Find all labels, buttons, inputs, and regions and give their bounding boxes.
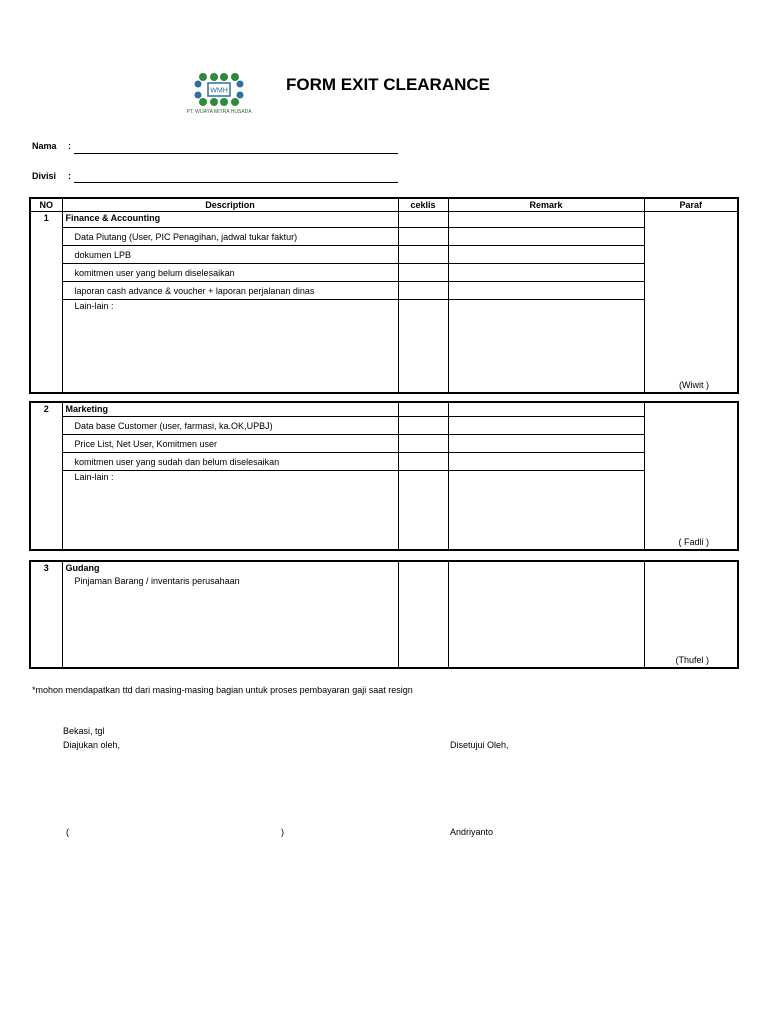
header-description: Description <box>62 198 398 212</box>
section-number: 2 <box>30 402 62 550</box>
ceklis-cell[interactable] <box>398 453 448 471</box>
place-date: Bekasi, tgl <box>63 726 105 736</box>
approved-by-label: Disetujui Oleh, <box>450 740 509 750</box>
item-description: Price List, Net User, Komitmen user <box>62 435 398 453</box>
resign-note: *mohon mendapatkan ttd dari masing-masing bagian untuk proses pembayaran gaji saat resign <box>32 685 413 695</box>
item-description: Lain-lain : <box>62 300 398 394</box>
divisi-label: Divisi <box>32 171 57 181</box>
clearance-table-finance <box>29 197 739 394</box>
remark-cell[interactable] <box>448 228 644 246</box>
approver-name: Andriyanto <box>450 827 494 837</box>
item-description: Lain-lain : <box>62 471 398 551</box>
paraf-cell[interactable] <box>644 561 738 668</box>
remark-cell[interactable] <box>448 561 644 668</box>
item-description: Pinjaman Barang / inventaris perusahaan <box>62 575 398 668</box>
divisi-input-line[interactable] <box>74 182 398 183</box>
paraf-signatory: ( Fadli ) <box>678 537 709 547</box>
nama-input-line[interactable] <box>74 153 398 154</box>
remark-cell[interactable] <box>448 300 644 394</box>
remark-cell[interactable] <box>448 417 644 435</box>
item-description: komitmen user yang belum diselesaikan <box>62 264 398 282</box>
clearance-table-gudang <box>29 560 739 669</box>
header-ceklis: ceklis <box>398 198 448 212</box>
remark-cell[interactable] <box>448 471 644 551</box>
remark-cell[interactable] <box>448 264 644 282</box>
paraf-cell[interactable] <box>644 212 738 394</box>
item-description: komitmen user yang sudah dan belum diselesaikan <box>62 453 398 471</box>
section-name: Gudang <box>62 561 398 575</box>
remark-cell[interactable] <box>448 402 644 417</box>
section-name: Finance & Accounting <box>62 212 398 228</box>
remark-cell[interactable] <box>448 246 644 264</box>
remark-cell[interactable] <box>448 212 644 228</box>
paraf-cell[interactable] <box>644 402 738 550</box>
ceklis-cell[interactable] <box>398 471 448 551</box>
remark-cell[interactable] <box>448 282 644 300</box>
remark-cell[interactable] <box>448 453 644 471</box>
item-description: laporan cash advance & voucher + laporan perjalanan dinas <box>62 282 398 300</box>
signature-close-paren: ) <box>281 827 284 837</box>
header-paraf: Paraf <box>644 198 738 212</box>
logo-monogram: WMH <box>210 87 228 95</box>
section-name: Marketing <box>62 402 398 417</box>
ceklis-cell[interactable] <box>398 282 448 300</box>
ceklis-cell[interactable] <box>398 246 448 264</box>
ceklis-cell[interactable] <box>398 228 448 246</box>
ceklis-cell[interactable] <box>398 402 448 417</box>
section-number: 3 <box>30 561 62 668</box>
nama-label: Nama <box>32 141 57 151</box>
signature-open-paren: ( <box>66 827 69 837</box>
logo-caption: PT. WIJAYA MITRA HUSADA <box>186 109 252 115</box>
remark-cell[interactable] <box>448 435 644 453</box>
ceklis-cell[interactable] <box>398 435 448 453</box>
item-description: dokumen LPB <box>62 246 398 264</box>
section-number: 1 <box>30 212 62 394</box>
item-description: Data Piutang (User, PIC Penagihan, jadwal tukar faktur) <box>62 228 398 246</box>
ceklis-cell[interactable] <box>398 300 448 394</box>
item-description: Data base Customer (user, farmasi, ka.OK,UPBJ) <box>62 417 398 435</box>
form-title: FORM EXIT CLEARANCE <box>286 75 490 94</box>
ceklis-cell[interactable] <box>398 212 448 228</box>
nama-separator: : <box>68 141 71 151</box>
ceklis-cell[interactable] <box>398 264 448 282</box>
header-no: NO <box>30 198 62 212</box>
ceklis-cell[interactable] <box>398 417 448 435</box>
paraf-signatory: (Wiwit ) <box>679 380 709 390</box>
divisi-separator: : <box>68 171 71 181</box>
ceklis-cell[interactable] <box>398 561 448 668</box>
header-remark: Remark <box>448 198 644 212</box>
submitted-by-label: Diajukan oleh, <box>63 740 121 750</box>
paraf-signatory: (Thufel ) <box>675 655 709 665</box>
clearance-table-marketing <box>29 401 739 551</box>
